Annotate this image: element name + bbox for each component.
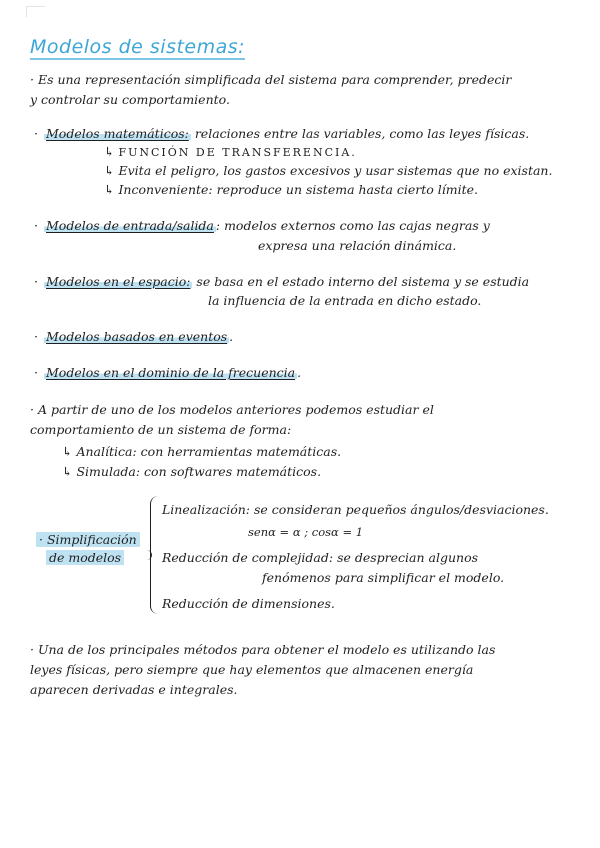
- forma-sub-2: ↳ Simulada: con softwares matemáticos.: [62, 464, 322, 479]
- title-underline: [30, 58, 245, 60]
- forma-sub-1: ↳ Analítica: con herramientas matemáticas.: [62, 444, 342, 459]
- esp-line-2: la influencia de la entrada en dicho estado.: [208, 293, 482, 308]
- es-label: Modelos de entrada/salida: [46, 218, 214, 233]
- simp-b1: Linealización: se consideran pequeños ángulos/desviaciones.: [162, 502, 549, 517]
- forma-line-2: comportamiento de un sistema de forma:: [30, 422, 292, 437]
- mat-sub-2: ↳ Evita el peligro, los gastos excesivos y usar sistemas que no existan.: [104, 163, 553, 178]
- es-line-1: · Modelos de entrada/salida : modelos externos como las cajas negras y: [34, 218, 490, 233]
- forma-line-1: · A partir de uno de los modelos anteriores podemos estudiar el: [30, 402, 434, 417]
- simp-b3: Reducción de dimensiones.: [162, 596, 335, 611]
- page-corner-mark: [26, 6, 45, 17]
- arrow-icon: ↳: [104, 182, 115, 197]
- es-line-2: expresa una relación dinámica.: [258, 238, 457, 253]
- simp-label-1: · Simplificación: [36, 530, 140, 550]
- simp-b1-formula: senα = α ; cosα = 1: [248, 525, 364, 539]
- esp-line-1: · Modelos en el espacio: se basa en el estado interno del sistema y se estudia: [34, 274, 530, 289]
- arrow-icon: ↳: [104, 144, 115, 159]
- fr-line: · Modelos en el dominio de la frecuencia .: [34, 365, 302, 380]
- final-line-2: leyes físicas, pero siempre que hay elementos que almacenen energía: [30, 662, 474, 677]
- intro-line-2: y controlar su comportamiento.: [30, 92, 230, 107]
- final-line-3: aparecen derivadas e integrales.: [30, 682, 238, 697]
- fr-label: Modelos en el dominio de la frecuencia: [46, 365, 296, 380]
- mat-sub-3: ↳ Inconveniente: reproduce un sistema hasta cierto límite.: [104, 182, 479, 197]
- intro-line-1: · Es una representación simplificada del sistema para comprender, predecir: [30, 72, 512, 87]
- mat-line: · Modelos matemáticos: relaciones entre las variables, como las leyes físicas.: [34, 126, 530, 141]
- ev-label: Modelos basados en eventos: [46, 329, 228, 344]
- final-line-1: · Una de los principales métodos para obtener el modelo es utilizando las: [30, 642, 496, 657]
- ev-line: · Modelos basados en eventos .: [34, 329, 234, 344]
- arrow-icon: ↳: [104, 163, 115, 178]
- esp-label: Modelos en el espacio:: [46, 274, 191, 289]
- page-title: Modelos de sistemas:: [30, 36, 246, 58]
- simp-b2: Reducción de complejidad: se desprecian algunos: [162, 550, 479, 565]
- mat-label: Modelos matemáticos:: [46, 126, 189, 141]
- simp-label-2: de modelos: [46, 548, 124, 568]
- mat-text: relaciones entre las variables, como las leyes físicas.: [194, 126, 530, 141]
- simp-b2-cont: fenómenos para simplificar el modelo.: [262, 570, 505, 585]
- mat-sub-1: ↳ FUNCIÓN DE TRANSFERENCIA.: [104, 144, 357, 159]
- arrow-icon: ↳: [62, 444, 73, 459]
- arrow-icon: ↳: [62, 464, 73, 479]
